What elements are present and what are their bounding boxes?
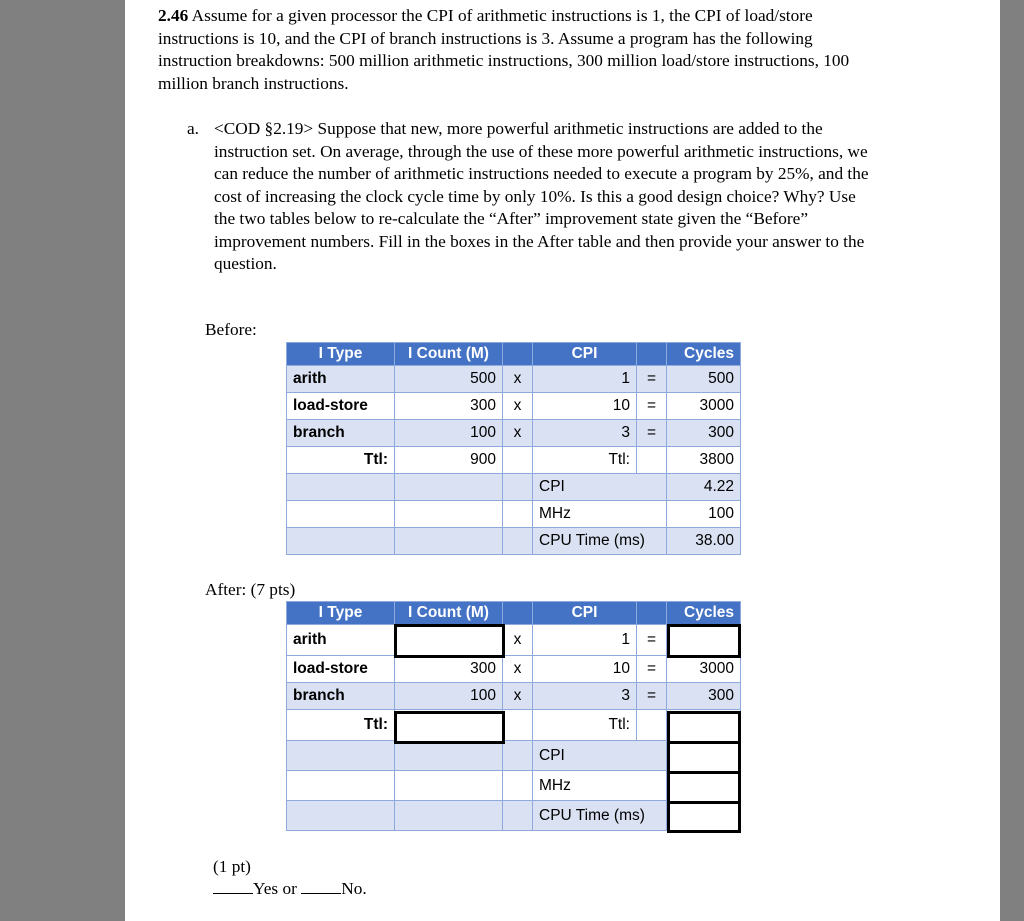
row-times: x: [503, 625, 533, 656]
row-cycles: 3000: [667, 393, 741, 420]
row-equals: =: [637, 683, 667, 710]
mhz-input[interactable]: [667, 771, 741, 804]
row-equals: =: [637, 366, 667, 393]
row-type: load-store: [287, 393, 395, 420]
no-blank[interactable]: [301, 879, 341, 894]
row-type: arith: [287, 625, 395, 656]
total-row: [287, 447, 741, 474]
problem-number: 2.46: [158, 6, 189, 25]
total-label: Ttl:: [287, 447, 395, 474]
after-label: After: (7 pts): [205, 580, 296, 599]
table-row: [287, 683, 741, 710]
total-count-input[interactable]: [394, 711, 505, 744]
total-label: Ttl:: [287, 710, 395, 741]
total-cycles-label: Ttl:: [533, 447, 637, 474]
row-cpi: 10: [533, 656, 637, 683]
row-cpi: 3: [533, 420, 637, 447]
cpi-label: CPI: [533, 741, 667, 771]
row-count: 300: [395, 393, 503, 420]
cpi-row: [287, 474, 741, 501]
table-row: [287, 393, 741, 420]
yes-blank[interactable]: [213, 879, 253, 894]
header-itype: I Type: [287, 343, 395, 366]
row-cycles: 3000: [667, 656, 741, 683]
mhz-label: MHz: [533, 771, 667, 801]
no-option: No.: [341, 879, 367, 898]
row-cycles: 500: [667, 366, 741, 393]
part-a-text: <COD §2.19> Suppose that new, more powerful arithmetic instructions are added to the instruction set. On average, through the use of these more powerful arithmetic instructions, we can reduce the number of arithmetic instructions needed to execute a program by 25%, and the cost of increasing the clock cycle time by only 10%. Is this a good design choice? Why? Use the two tables below to re-calculate the “After” improvement state given the “Before” improvement numbers. Fill in the boxes in the After table and then provide your answer to the question.: [214, 119, 869, 273]
cpu-time-row: [287, 528, 741, 555]
total-count: 900: [395, 447, 503, 474]
table-row: [287, 420, 741, 447]
before-label: Before:: [205, 320, 257, 339]
header-cycles: Cycles: [667, 343, 741, 366]
table-row: [287, 656, 741, 683]
cpu-time-value: 38.00: [667, 528, 741, 555]
row-times: x: [503, 420, 533, 447]
row-times: x: [503, 683, 533, 710]
mhz-value: 100: [667, 501, 741, 528]
row-type: load-store: [287, 656, 395, 683]
problem-statement: [158, 5, 863, 95]
row-times: x: [503, 656, 533, 683]
header-icount: I Count (M): [395, 602, 503, 625]
row-cpi: 1: [533, 366, 637, 393]
answer-line: [213, 879, 367, 899]
cpi-label: CPI: [533, 474, 667, 501]
cpu-time-label: CPU Time (ms): [533, 801, 667, 831]
header-cpi: CPI: [533, 602, 637, 625]
row-count: 100: [395, 683, 503, 710]
cpu-time-label: CPU Time (ms): [533, 528, 667, 555]
table-row: [287, 366, 741, 393]
after-header-row: [287, 602, 741, 625]
header-cpi: CPI: [533, 343, 637, 366]
mhz-row: [287, 501, 741, 528]
row-type: branch: [287, 683, 395, 710]
row-equals: =: [637, 420, 667, 447]
or-text: or: [282, 879, 297, 898]
row-times: x: [503, 366, 533, 393]
header-itype: I Type: [287, 602, 395, 625]
row-cpi: 10: [533, 393, 637, 420]
before-header-row: [287, 343, 741, 366]
row-equals: =: [637, 393, 667, 420]
row-type: branch: [287, 420, 395, 447]
answer-points: (1 pt): [213, 857, 251, 876]
total-cycles-label: Ttl:: [533, 710, 637, 741]
row-cpi: 1: [533, 625, 637, 656]
row-times: x: [503, 393, 533, 420]
row-equals: =: [637, 656, 667, 683]
cpi-value: 4.22: [667, 474, 741, 501]
yes-option: Yes: [253, 879, 279, 898]
row-cycles: 300: [667, 683, 741, 710]
row-equals: =: [637, 625, 667, 656]
part-a-letter: a.: [187, 119, 199, 138]
mhz-label: MHz: [533, 501, 667, 528]
header-cycles: Cycles: [667, 602, 741, 625]
header-icount: I Count (M): [395, 343, 503, 366]
row-cpi: 3: [533, 683, 637, 710]
total-cycles-input[interactable]: [667, 711, 741, 744]
row-type: arith: [287, 366, 395, 393]
arith-count-input[interactable]: [394, 624, 505, 658]
cpi-input[interactable]: [667, 741, 741, 774]
document-page: [125, 0, 1000, 921]
cpu-time-input[interactable]: [667, 801, 741, 833]
row-cycles: 300: [667, 420, 741, 447]
total-cycles: 3800: [667, 447, 741, 474]
arith-cycles-input[interactable]: [667, 624, 741, 658]
row-count: 300: [395, 656, 503, 683]
row-count: 500: [395, 366, 503, 393]
problem-text: Assume for a given processor the CPI of arithmetic instructions is 1, the CPI of load/store instructions is 10, and the CPI of branch instructions is 3. Assume a program has the following instruction breakdowns: 500 million arithmetic instructions, 300 million load/store instructions, 100 million branch instructions.: [158, 6, 850, 93]
row-count: 100: [395, 420, 503, 447]
before-table: [286, 342, 741, 555]
